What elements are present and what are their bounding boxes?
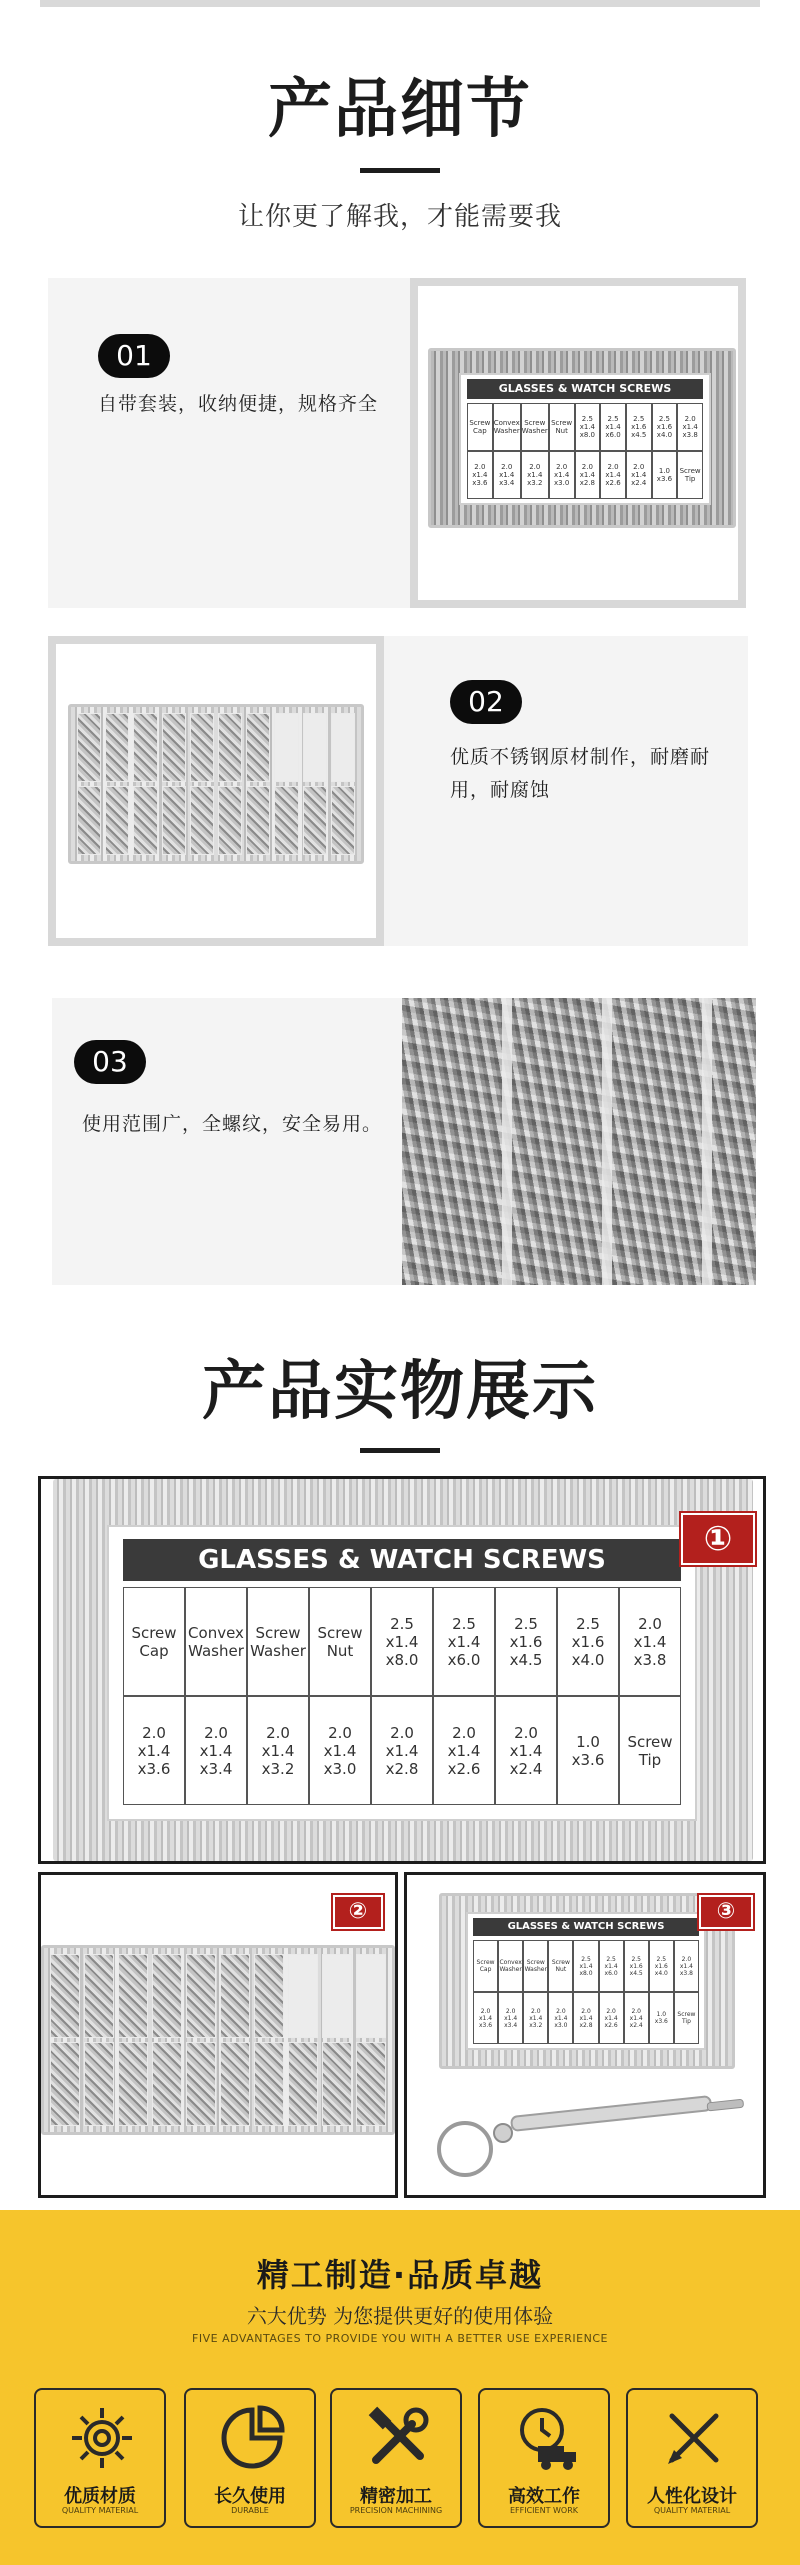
pie-chart-icon xyxy=(216,2402,288,2474)
section-title-showcase: 产品实物展示 xyxy=(202,1355,598,1429)
feature-number: 01 xyxy=(98,334,170,378)
advantage-label: 长久使用 xyxy=(214,2486,286,2507)
label-cell: 2.0 x1.4 x3.8 xyxy=(677,403,703,451)
label-cell: 2.0 x1.4 x3.2 xyxy=(521,451,549,499)
screw-box-image xyxy=(439,1893,735,2069)
label-cell: 2.0 x1.4 x2.6 xyxy=(433,1696,495,1805)
label-cell: 1.0 x3.6 xyxy=(652,451,678,499)
label-cell: Screw Washer xyxy=(521,403,549,451)
label-cell: 2.5 x1.6 x4.0 xyxy=(557,1587,619,1696)
label-cell: Screw Tip xyxy=(674,1992,699,2044)
advantage-label-en: PRECISION MACHINING xyxy=(349,2506,443,2515)
label-grid xyxy=(123,1587,681,1805)
label-cell: 2.0 x1.4 x3.8 xyxy=(619,1587,681,1696)
advantage-precision xyxy=(330,2388,462,2528)
showcase-photo-1 xyxy=(38,1476,766,1864)
label-cell: Screw Nut xyxy=(309,1587,371,1696)
screwdriver-keyring-image xyxy=(407,2087,763,2187)
advantage-label: 高效工作 xyxy=(508,2486,580,2507)
badge-1: ① xyxy=(681,1513,755,1565)
screw-compartments xyxy=(77,713,355,855)
label-cell: 2.5 x1.4 x6.0 xyxy=(600,403,626,451)
feature-card-02 xyxy=(48,636,748,946)
label-cell: 2.0 x1.4 x3.0 xyxy=(548,1992,573,2044)
feature-number: 02 xyxy=(450,680,522,724)
label-card xyxy=(459,373,711,505)
advantage-design xyxy=(626,2388,758,2528)
label-cell: 2.0 x1.4 x3.2 xyxy=(523,1992,548,2044)
label-cell: Screw Washer xyxy=(247,1587,309,1696)
section-title-details: 产品细节 xyxy=(268,73,532,147)
advantages-subtitle-en: FIVE ADVANTAGES TO PROVIDE YOU WITH A BETTER USE EXPERIENCE xyxy=(192,2332,608,2345)
feature-number: 03 xyxy=(74,1040,146,1084)
product-photo-frame xyxy=(410,278,746,608)
feature-description: 优质不锈钢原材制作，耐磨耐用，耐腐蚀 xyxy=(450,746,711,801)
feature-description: 使用范围广，全螺纹，安全易用。 xyxy=(82,1113,383,1135)
advantage-label-en: DURABLE xyxy=(231,2506,269,2515)
advantage-label-en: QUALITY MATERIAL xyxy=(653,2506,731,2515)
label-cell: 1.0 x3.6 xyxy=(557,1696,619,1805)
advantage-label: 精密加工 xyxy=(360,2486,432,2507)
label-cell: 2.0 x1.4 x3.6 xyxy=(123,1696,185,1805)
label-grid xyxy=(473,1940,699,2044)
screw-box-image xyxy=(68,704,364,864)
label-cell: 2.5 x1.4 x6.0 xyxy=(599,1940,624,1992)
feature-card-03 xyxy=(52,998,756,1285)
label-cell: 2.0 x1.4 x2.6 xyxy=(599,1992,624,2044)
label-cell: 1.0 x3.6 xyxy=(649,1992,674,2044)
label-cell: 2.0 x1.4 x3.8 xyxy=(674,1940,699,1992)
screw-compartments xyxy=(50,1954,386,2126)
label-cell: Screw Nut xyxy=(549,403,575,451)
feature-card-01 xyxy=(48,278,746,608)
label-cell: 2.0 x1.4 x3.4 xyxy=(493,451,521,499)
label-cell: 2.0 x1.4 x3.6 xyxy=(473,1992,498,2044)
gear-icon xyxy=(66,2402,138,2474)
advantages-title: 精工制造·品质卓越 xyxy=(256,2256,544,2294)
label-cell: 2.0 x1.4 x2.8 xyxy=(573,1992,598,2044)
badge-3: ③ xyxy=(699,1895,753,1929)
advantage-efficient xyxy=(478,2388,610,2528)
label-cell: 2.0 x1.4 x3.6 xyxy=(467,451,493,499)
label-card xyxy=(466,1912,706,2050)
label-cell: 2.0 x1.4 x2.8 xyxy=(371,1696,433,1805)
label-cell: 2.5 x1.4 x6.0 xyxy=(433,1587,495,1696)
label-cell: 2.5 x1.6 x4.0 xyxy=(649,1940,674,1992)
advantage-durable xyxy=(184,2388,316,2528)
title-underline xyxy=(360,1448,440,1453)
section-subtitle: 让你更了解我，才能需要我 xyxy=(237,202,562,232)
label-cell: 2.0 x1.4 x2.4 xyxy=(624,1992,649,2044)
advantage-label-en: EFFICIENT WORK xyxy=(509,2506,579,2515)
screw-box-image xyxy=(41,1945,395,2135)
top-divider xyxy=(40,0,760,7)
label-cell: 2.0 x1.4 x2.6 xyxy=(600,451,626,499)
advantage-label: 优质材质 xyxy=(64,2486,136,2507)
label-card xyxy=(107,1525,697,1821)
label-cell: 2.0 x1.4 x2.8 xyxy=(575,451,601,499)
advantage-quality-material xyxy=(34,2388,166,2528)
label-cell: Convex Washer xyxy=(498,1940,523,1992)
screw-box-image xyxy=(428,348,736,528)
screws-closeup-photo xyxy=(402,998,756,1285)
label-cell: Convex Washer xyxy=(493,403,521,451)
label-cell: Screw Tip xyxy=(619,1696,681,1805)
label-cell: 2.0 x1.4 x3.0 xyxy=(549,451,575,499)
label-cell: Screw Cap xyxy=(123,1587,185,1696)
showcase-photo-2 xyxy=(38,1872,398,2198)
label-cell: Screw Washer xyxy=(523,1940,548,1992)
label-cell: Screw Nut xyxy=(548,1940,573,1992)
pen-ruler-icon xyxy=(658,2402,730,2474)
label-cell: 2.5 x1.6 x4.5 xyxy=(626,403,652,451)
label-cell: 2.0 x1.4 x3.2 xyxy=(247,1696,309,1805)
label-cell: Screw Cap xyxy=(473,1940,498,1992)
delivery-icon xyxy=(510,2402,582,2474)
feature-description: 自带套装，收纳便捷，规格齐全 xyxy=(98,393,379,415)
label-title: GLASSES & WATCH SCREWS xyxy=(467,379,703,399)
label-cell: 2.5 x1.4 x8.0 xyxy=(371,1587,433,1696)
label-cell: 2.0 x1.4 x3.4 xyxy=(185,1696,247,1805)
label-cell: Screw Tip xyxy=(677,451,703,499)
advantage-label-en: QUALITY MATERIAL xyxy=(61,2506,139,2515)
label-cell: 2.0 x1.4 x3.4 xyxy=(498,1992,523,2044)
label-cell: 2.0 x1.4 x2.4 xyxy=(626,451,652,499)
advantage-label: 人性化设计 xyxy=(647,2486,737,2507)
label-cell: Screw Cap xyxy=(467,403,493,451)
label-cell: Convex Washer xyxy=(185,1587,247,1696)
product-photo-frame xyxy=(48,636,384,946)
label-cell: 2.5 x1.6 x4.5 xyxy=(495,1587,557,1696)
label-cell: 2.5 x1.6 x4.0 xyxy=(652,403,678,451)
label-grid xyxy=(467,403,703,499)
tools-icon xyxy=(362,2402,434,2474)
label-title: GLASSES & WATCH SCREWS xyxy=(473,1918,699,1936)
label-cell: 2.0 x1.4 x3.0 xyxy=(309,1696,371,1805)
label-cell: 2.5 x1.4 x8.0 xyxy=(575,403,601,451)
advantages-subtitle: 六大优势 为您提供更好的使用体验 xyxy=(246,2304,554,2328)
showcase-photo-3 xyxy=(404,1872,766,2198)
label-cell: 2.5 x1.4 x8.0 xyxy=(573,1940,598,1992)
title-underline xyxy=(360,168,440,173)
label-cell: 2.5 x1.6 x4.5 xyxy=(624,1940,649,1992)
label-title: GLASSES & WATCH SCREWS xyxy=(123,1539,681,1581)
label-cell: 2.0 x1.4 x2.4 xyxy=(495,1696,557,1805)
badge-2: ② xyxy=(333,1895,383,1929)
